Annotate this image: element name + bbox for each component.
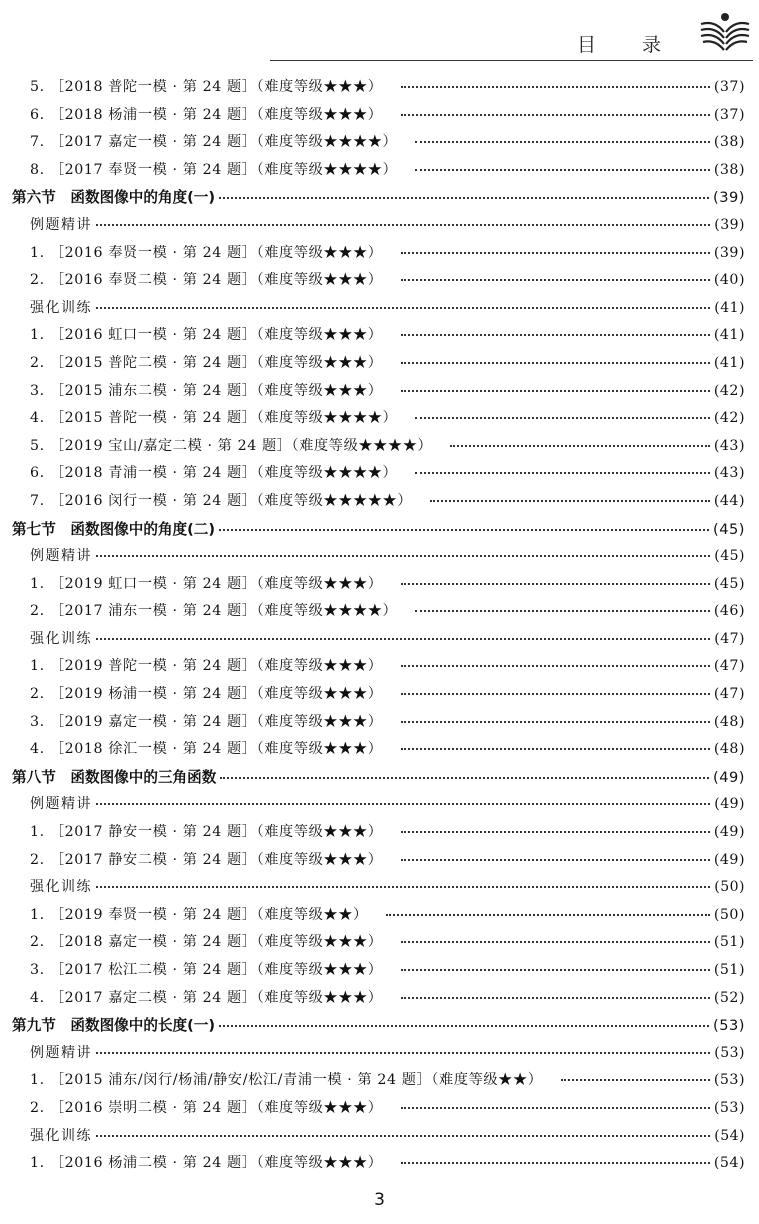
dot-leader <box>401 361 710 364</box>
toc-entry <box>0 405 759 433</box>
toc-section <box>0 1012 759 1040</box>
toc-entry <box>0 267 759 295</box>
header-rule <box>270 60 753 61</box>
page-header <box>0 0 759 62</box>
toc-label: 1. ［2016 虹口一模 · 第 24 题］（难度等级★★★） <box>30 327 383 344</box>
toc-label: 第八节 函数图像中的三角函数 <box>12 768 217 786</box>
toc-page-number: (38) <box>713 134 745 151</box>
toc-page-number: (41) <box>714 299 745 316</box>
toc-label: 8. ［2017 奉贤一模 · 第 24 题］（难度等级★★★★） <box>30 161 398 178</box>
toc-entry <box>0 350 759 378</box>
toc-label: 7. ［2017 嘉定一模 · 第 24 题］（难度等级★★★★） <box>30 134 398 151</box>
table-of-contents <box>0 74 759 1178</box>
dot-leader <box>401 692 710 695</box>
dot-leader <box>430 499 710 502</box>
toc-label: 1. ［2017 静安一模 · 第 24 题］（难度等级★★★） <box>30 824 383 841</box>
dot-leader <box>219 1024 709 1027</box>
toc-entry <box>0 819 759 847</box>
toc-label: 第九节 函数图像中的长度(一) <box>12 1017 216 1035</box>
dot-leader <box>415 168 710 171</box>
book-logo-icon <box>697 10 753 58</box>
dot-leader <box>401 858 710 861</box>
toc-page-number: (50) <box>714 879 745 896</box>
toc-page-number: (42) <box>713 382 745 399</box>
toc-label: 第六节 函数图像中的角度(一) <box>12 189 216 207</box>
toc-page-number: (49) <box>714 796 745 813</box>
toc-subheading <box>0 543 759 571</box>
toc-entry <box>0 929 759 957</box>
header-title: 目 录 <box>576 34 681 56</box>
toc-page-number: (51) <box>713 934 745 951</box>
toc-entry <box>0 571 759 599</box>
toc-page-number: (43) <box>713 465 745 482</box>
toc-label: 7. ［2016 闵行一模 · 第 24 题］（难度等级★★★★★） <box>30 492 413 509</box>
toc-page-number: (37) <box>713 106 745 123</box>
toc-label: 强化训练 <box>30 630 92 647</box>
dot-leader <box>401 333 710 336</box>
dot-leader <box>220 776 709 779</box>
toc-entry <box>0 378 759 406</box>
toc-entry <box>0 709 759 737</box>
dot-leader <box>415 471 710 474</box>
dot-leader <box>415 609 710 612</box>
toc-entry <box>0 598 759 626</box>
dot-leader <box>401 582 710 585</box>
toc-entry <box>0 1067 759 1095</box>
toc-page-number: (48) <box>713 713 745 730</box>
toc-page-number: (53) <box>714 1044 745 1061</box>
toc-subheading <box>0 295 759 323</box>
toc-label: 4. ［2015 普陀一模 · 第 24 题］（难度等级★★★★） <box>30 410 398 427</box>
toc-page-number: (52) <box>713 989 745 1006</box>
toc-label: 例题精讲 <box>30 796 92 813</box>
toc-section <box>0 516 759 544</box>
toc-page-number: (39) <box>713 244 745 261</box>
dot-leader <box>401 278 710 281</box>
toc-label: 6. ［2018 青浦一模 · 第 24 题］（难度等级★★★★） <box>30 465 398 482</box>
toc-page-number: (53) <box>713 1017 745 1035</box>
toc-page-number: (47) <box>713 658 745 675</box>
toc-page-number: (45) <box>714 548 745 565</box>
toc-page-number: (41) <box>713 354 745 371</box>
toc-label: 2. ［2015 普陀二模 · 第 24 题］（难度等级★★★） <box>30 354 383 371</box>
dot-leader <box>401 830 710 833</box>
toc-label: 1. ［2019 虹口一模 · 第 24 题］（难度等级★★★） <box>30 575 383 592</box>
toc-page-number: (43) <box>713 437 745 454</box>
toc-page-number: (49) <box>713 851 745 868</box>
toc-entry <box>0 1150 759 1178</box>
dot-leader <box>401 996 710 999</box>
dot-leader <box>401 1106 710 1109</box>
dot-leader <box>401 747 710 750</box>
toc-page-number: (39) <box>713 189 745 207</box>
dot-leader <box>561 1078 710 1081</box>
toc-label: 1. ［2019 普陀一模 · 第 24 题］（难度等级★★★） <box>30 658 383 675</box>
dot-leader <box>401 85 710 88</box>
toc-page-number: (39) <box>714 216 745 233</box>
dot-leader <box>415 140 710 143</box>
toc-label: 3. ［2015 浦东二模 · 第 24 题］（难度等级★★★） <box>30 382 383 399</box>
dot-leader <box>96 1134 710 1137</box>
toc-entry <box>0 460 759 488</box>
toc-label: 强化训练 <box>30 299 92 316</box>
toc-subheading <box>0 1040 759 1068</box>
toc-entry <box>0 433 759 461</box>
toc-label: 3. ［2017 松江二模 · 第 24 题］（难度等级★★★） <box>30 962 383 978</box>
toc-label: 第七节 函数图像中的角度(二) <box>12 520 216 538</box>
dot-leader <box>401 251 710 254</box>
toc-entry <box>0 102 759 130</box>
toc-page-number: (47) <box>713 686 745 703</box>
toc-section <box>0 184 759 212</box>
toc-page-number: (45) <box>713 520 745 538</box>
toc-entry <box>0 847 759 875</box>
toc-page-number: (41) <box>713 327 745 344</box>
toc-label: 3. ［2019 嘉定一模 · 第 24 题］（难度等级★★★） <box>30 713 383 730</box>
toc-entry <box>0 902 759 930</box>
toc-label: 1. ［2016 奉贤一模 · 第 24 题］（难度等级★★★） <box>30 244 383 261</box>
dot-leader <box>96 1051 710 1054</box>
toc-entry <box>0 1095 759 1123</box>
toc-page-number: (53) <box>713 1072 745 1089</box>
toc-label: 2. ［2016 崇明二模 · 第 24 题］（难度等级★★★） <box>30 1099 383 1116</box>
toc-entry <box>0 653 759 681</box>
toc-label: 2. ［2016 奉贤二模 · 第 24 题］（难度等级★★★） <box>30 272 383 289</box>
dot-leader <box>401 1161 710 1164</box>
toc-page-number: (49) <box>713 768 745 786</box>
toc-label: 例题精讲 <box>30 216 92 233</box>
toc-label: 4. ［2018 徐汇一模 · 第 24 题］（难度等级★★★） <box>30 741 383 758</box>
toc-label: 2. ［2017 静安二模 · 第 24 题］（难度等级★★★） <box>30 851 383 868</box>
toc-label: 4. ［2017 嘉定二模 · 第 24 题］（难度等级★★★） <box>30 989 383 1006</box>
toc-page-number: (50) <box>713 906 745 923</box>
toc-page-number: (54) <box>713 1155 745 1172</box>
toc-page-number: (38) <box>713 161 745 178</box>
dot-leader <box>96 223 710 226</box>
dot-leader <box>219 528 709 531</box>
toc-label: 例题精讲 <box>30 1044 92 1061</box>
dot-leader <box>401 968 710 971</box>
toc-entry <box>0 488 759 516</box>
toc-page-number: (54) <box>714 1127 745 1144</box>
toc-label: 例题精讲 <box>30 548 92 565</box>
toc-label: 1. ［2015 浦东/闵行/杨浦/静安/松江/青浦一模 · 第 24 题］（难度等级★★） <box>30 1072 543 1089</box>
toc-page-number: (40) <box>713 272 745 289</box>
dot-leader <box>96 554 710 557</box>
dot-leader <box>96 637 710 640</box>
dot-leader <box>96 885 710 888</box>
toc-label: 2. ［2017 浦东一模 · 第 24 题］（难度等级★★★★） <box>30 603 398 620</box>
dot-leader <box>96 306 710 309</box>
toc-entry <box>0 322 759 350</box>
toc-label: 强化训练 <box>30 1127 92 1144</box>
toc-page-number: (42) <box>713 410 745 427</box>
toc-page-number: (49) <box>713 824 745 841</box>
toc-page-number: (45) <box>713 575 745 592</box>
toc-page-number: (44) <box>713 492 745 509</box>
toc-subheading <box>0 212 759 240</box>
toc-subheading <box>0 874 759 902</box>
toc-entry <box>0 736 759 764</box>
toc-entry <box>0 957 759 985</box>
dot-leader <box>415 416 710 419</box>
dot-leader <box>96 802 710 805</box>
toc-entry <box>0 157 759 185</box>
page-number: 3 <box>374 1190 385 1210</box>
toc-page-number: (46) <box>713 603 745 620</box>
toc-section <box>0 764 759 792</box>
toc-label: 1. ［2016 杨浦二模 · 第 24 题］（难度等级★★★） <box>30 1155 383 1172</box>
toc-entry <box>0 129 759 157</box>
toc-label: 5. ［2018 普陀一模 · 第 24 题］（难度等级★★★） <box>30 79 383 95</box>
toc-entry <box>0 240 759 268</box>
dot-leader <box>219 196 709 199</box>
toc-page-number: (47) <box>714 630 745 647</box>
toc-subheading <box>0 791 759 819</box>
dot-leader <box>401 720 710 723</box>
dot-leader <box>386 913 710 916</box>
toc-entry <box>0 681 759 709</box>
toc-page-number: (48) <box>713 741 745 758</box>
dot-leader <box>401 113 710 116</box>
dot-leader <box>401 664 710 667</box>
toc-entry <box>0 74 759 102</box>
toc-page-number: (51) <box>713 962 745 978</box>
dot-leader <box>450 444 710 447</box>
toc-label: 强化训练 <box>30 879 92 896</box>
toc-page-number: (37) <box>713 79 745 95</box>
toc-entry <box>0 985 759 1013</box>
toc-label: 1. ［2019 奉贤一模 · 第 24 题］（难度等级★★） <box>30 906 368 923</box>
toc-label: 2. ［2018 嘉定一模 · 第 24 题］（难度等级★★★） <box>30 934 383 951</box>
toc-label: 6. ［2018 杨浦一模 · 第 24 题］（难度等级★★★） <box>30 106 383 123</box>
dot-leader <box>401 389 710 392</box>
toc-subheading <box>0 626 759 654</box>
toc-page-number: (53) <box>713 1099 745 1116</box>
toc-label: 2. ［2019 杨浦一模 · 第 24 题］（难度等级★★★） <box>30 686 383 703</box>
toc-label: 5. ［2019 宝山/嘉定二模 · 第 24 题］（难度等级★★★★） <box>30 437 433 454</box>
dot-leader <box>401 940 710 943</box>
toc-subheading <box>0 1123 759 1151</box>
